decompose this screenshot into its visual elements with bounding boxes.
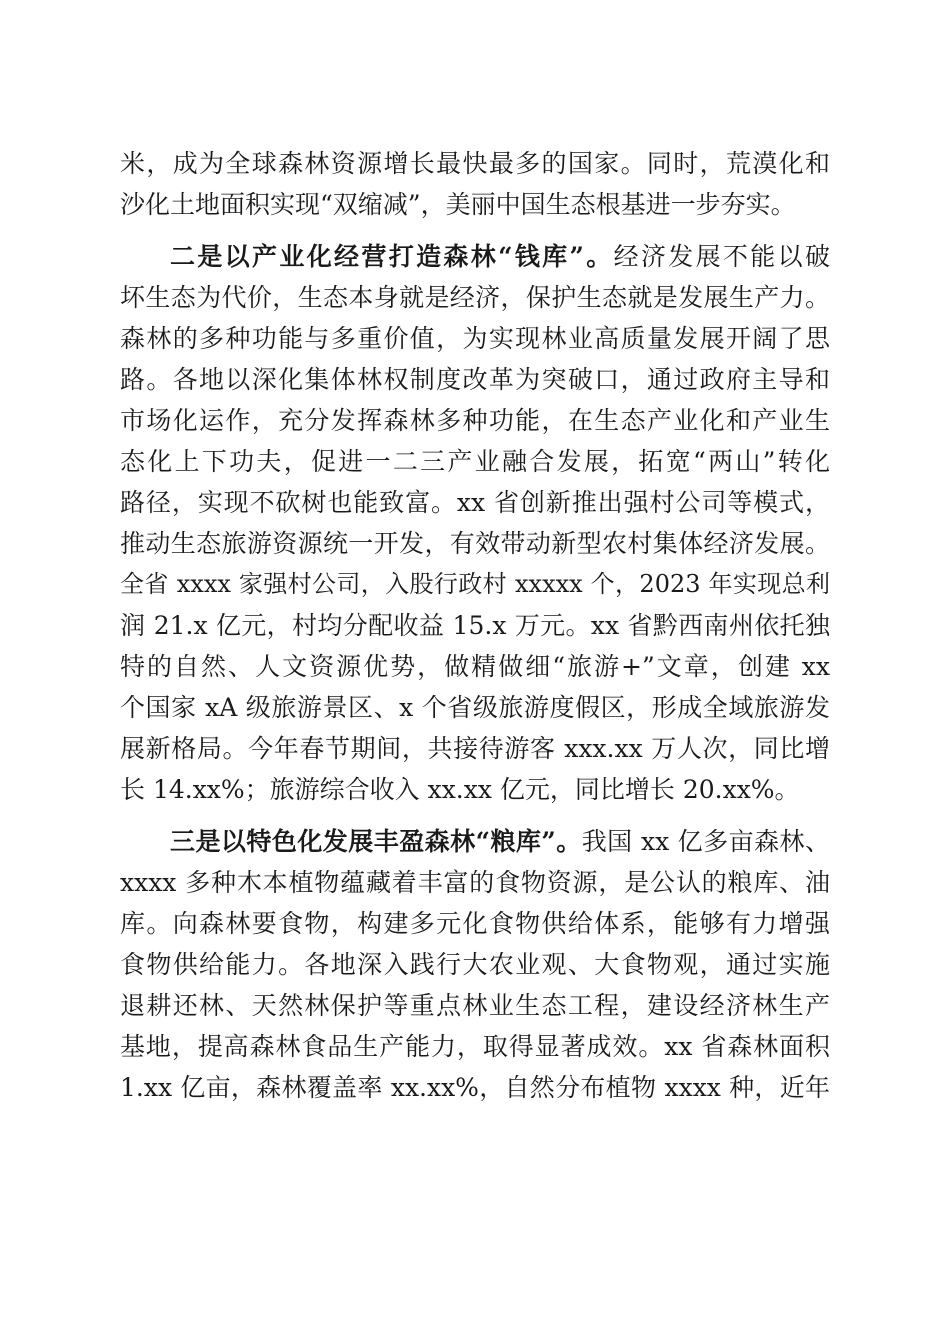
document-body — [120, 143, 830, 1108]
text-line: 米，成为全球森林资源增长最快最多的国家。同时，荒漠化和 — [120, 149, 830, 178]
text-line: xxxx 多种木本植物蕴藏着丰富的食物资源，是公认的粮库、油 — [120, 868, 830, 897]
text-line: 特的自然、人文资源优势，做精做细“旅游+”文章，创建 xx — [120, 652, 830, 681]
text-line: 全省 xxxx 家强村公司，入股行政村 xxxxx 个，2023 年实现总利 — [120, 570, 830, 598]
text-line — [120, 821, 830, 862]
text-line: 退耕还林、天然林保护等重点林业生态工程，建设经济林生产 — [120, 991, 830, 1020]
text-line: 展新格局。今年春节期间，共接待游客 xxx.xx 万人次，同比增 — [120, 734, 830, 763]
text-line: 路。各地以深化集体林权制度改革为突破口，通过政府主导和 — [120, 365, 830, 394]
text-line: 食物供给能力。各地深入践行大农业观、大食物观，通过实施 — [120, 950, 830, 979]
text-line: 沙化土地面积实现“双缩减”，美丽中国生态根基进一步夯实。 — [120, 190, 796, 219]
text-line: 库。向森林要食物，构建多元化食物供给体系，能够有力增强 — [120, 909, 830, 938]
text-line: 推动生态旅游资源统一开发，有效带动新型农村集体经济发展。 — [120, 529, 830, 558]
paragraph-industrial-money-bank — [120, 236, 830, 810]
paragraph-specialty-grain-bank — [120, 821, 830, 1108]
text-line: 润 21.x 亿元，村均分配收益 15.x 万元。xx 省黔西南州依托独 — [120, 611, 830, 640]
text-line: 长 14.xx%；旅游综合收入 xx.xx 亿元，同比增长 20.xx%。 — [120, 775, 800, 804]
text-line: 路径，实现不砍树也能致富。xx 省创新推出强村公司等模式， — [120, 488, 830, 517]
text-line: 个国家 xA 级旅游景区、x 个省级旅游度假区，形成全域旅游发 — [120, 693, 830, 722]
text-line: 1.xx 亿亩，森林覆盖率 xx.xx%，自然分布植物 xxxx 种，近年 — [120, 1073, 830, 1102]
paragraph-lead-heading: 三是以特色化发展丰盈森林“粮库”。 — [170, 827, 582, 856]
text-line: 坏生态为代价，生态本身就是经济，保护生态就是发展生产力。 — [120, 283, 830, 312]
text-line: 基地，提高森林食品生产能力，取得显著成效。xx 省森林面积 — [120, 1032, 830, 1061]
text-run: 经济发展不能以破 — [613, 242, 830, 271]
text-line: 市场化运作，充分发挥森林多种功能，在生态产业化和产业生 — [120, 406, 830, 435]
text-line — [120, 236, 830, 277]
text-line: 森林的多种功能与多重价值，为实现林业高质量发展开阔了思 — [120, 324, 830, 353]
paragraph-lead-heading: 二是以产业化经营打造森林“钱库”。 — [170, 242, 614, 271]
text-run: 我国 xx 亿多亩森林、 — [581, 827, 830, 856]
text-line: 态化上下功夫，促进一二三产业融合发展，拓宽“两山”转化 — [120, 447, 830, 476]
paragraph-continuation — [120, 143, 830, 225]
